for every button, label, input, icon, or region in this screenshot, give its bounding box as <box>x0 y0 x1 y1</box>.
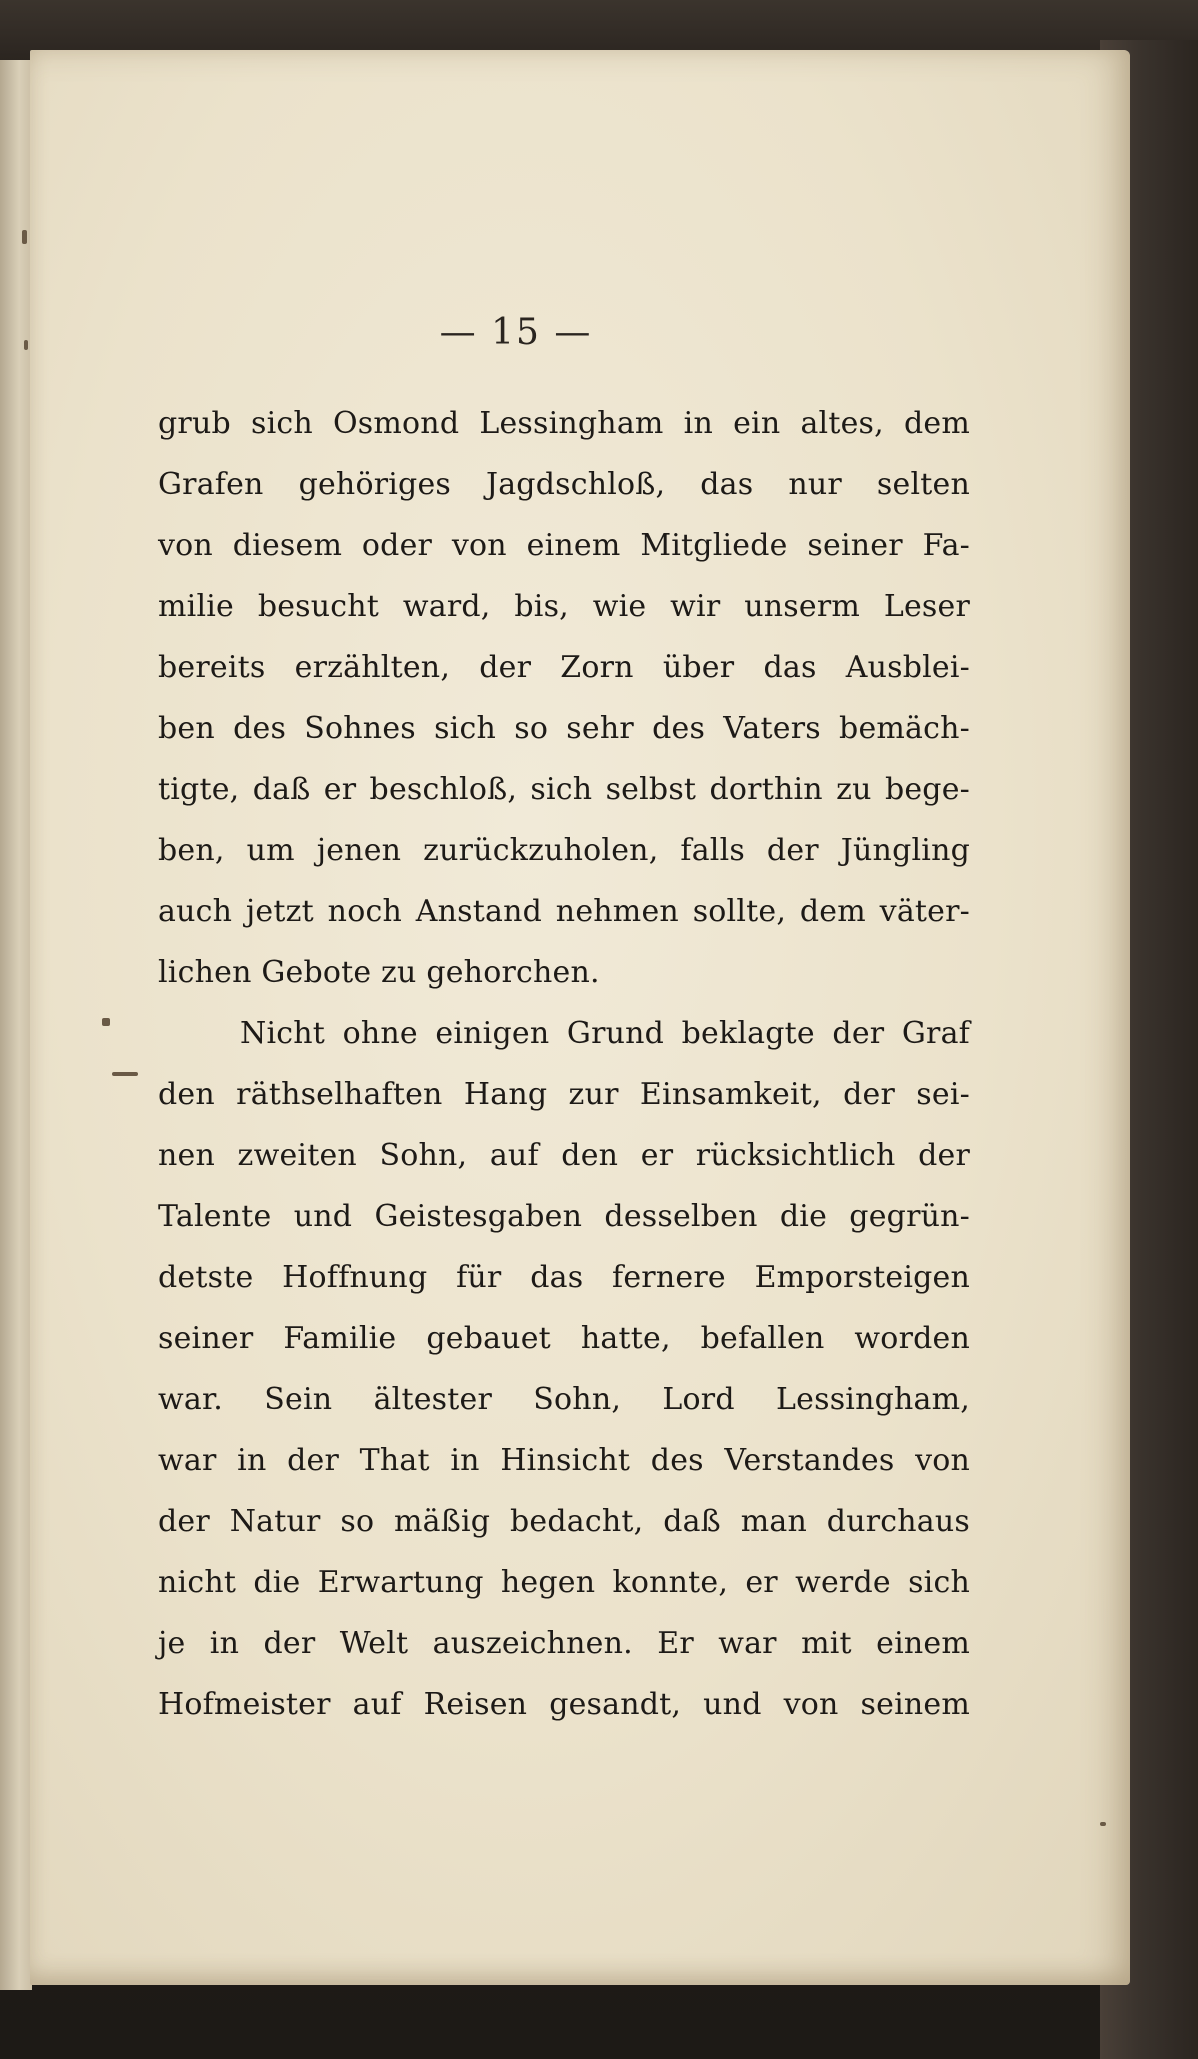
text-line: Hofmeister auf Reisen gesandt, und von seinem <box>158 1687 970 1722</box>
ink-speck <box>22 230 27 244</box>
text-line: nen zweiten Sohn, auf den er rücksichtlich der <box>158 1138 970 1173</box>
text-line: Talente und Geistesgaben desselben die gegrün- <box>158 1199 970 1234</box>
text-line: den räthselhaften Hang zur Einsamkeit, der sei- <box>158 1077 970 1112</box>
text-line: ben, um jenen zurückzuholen, falls der Jüngling <box>158 833 970 868</box>
text-line: war. Sein ältester Sohn, Lord Lessingham, <box>158 1382 970 1417</box>
text-line: Grafen gehöriges Jagdschloß, das nur selten <box>158 467 970 502</box>
book-page <box>30 50 1130 1985</box>
page-number: — 15 — <box>439 312 593 353</box>
paragraph-1 <box>158 393 970 1003</box>
ink-speck <box>1100 1822 1106 1826</box>
text-line: ben des Sohnes sich so sehr des Vaters bemäch- <box>158 711 970 746</box>
text-line: der Natur so mäßig bedacht, daß man durchaus <box>158 1504 970 1539</box>
text-line: detste Hoffnung für das fernere Emporsteigen <box>158 1260 970 1295</box>
ink-speck <box>112 1072 138 1076</box>
text-line: Nicht ohne einigen Grund beklagte der Graf <box>240 1016 970 1051</box>
text-line: lichen Gebote zu gehorchen. <box>158 955 600 990</box>
paragraph-2 <box>158 1003 970 1735</box>
text-line: bereits erzählten, der Zorn über das Ausblei- <box>158 650 970 685</box>
text-line: war in der That in Hinsicht des Verstandes von <box>158 1443 970 1478</box>
text-line: nicht die Erwartung hegen konnte, er werde sich <box>158 1565 970 1600</box>
text-line: milie besucht ward, bis, wie wir unserm Leser <box>158 589 970 624</box>
text-line: tigte, daß er beschloß, sich selbst dorthin zu bege- <box>158 772 970 807</box>
body-text <box>158 393 970 1735</box>
ink-speck <box>102 1018 110 1026</box>
text-line: je in der Welt auszeichnen. Er war mit einem <box>158 1626 970 1661</box>
text-line: auch jetzt noch Anstand nehmen sollte, dem väter- <box>158 894 970 929</box>
ink-speck <box>24 340 28 350</box>
text-line: seiner Familie gebauet hatte, befallen worden <box>158 1321 970 1356</box>
text-line: grub sich Osmond Lessingham in ein altes, dem <box>158 406 970 441</box>
text-line: von diesem oder von einem Mitgliede seiner Fa- <box>158 528 970 563</box>
